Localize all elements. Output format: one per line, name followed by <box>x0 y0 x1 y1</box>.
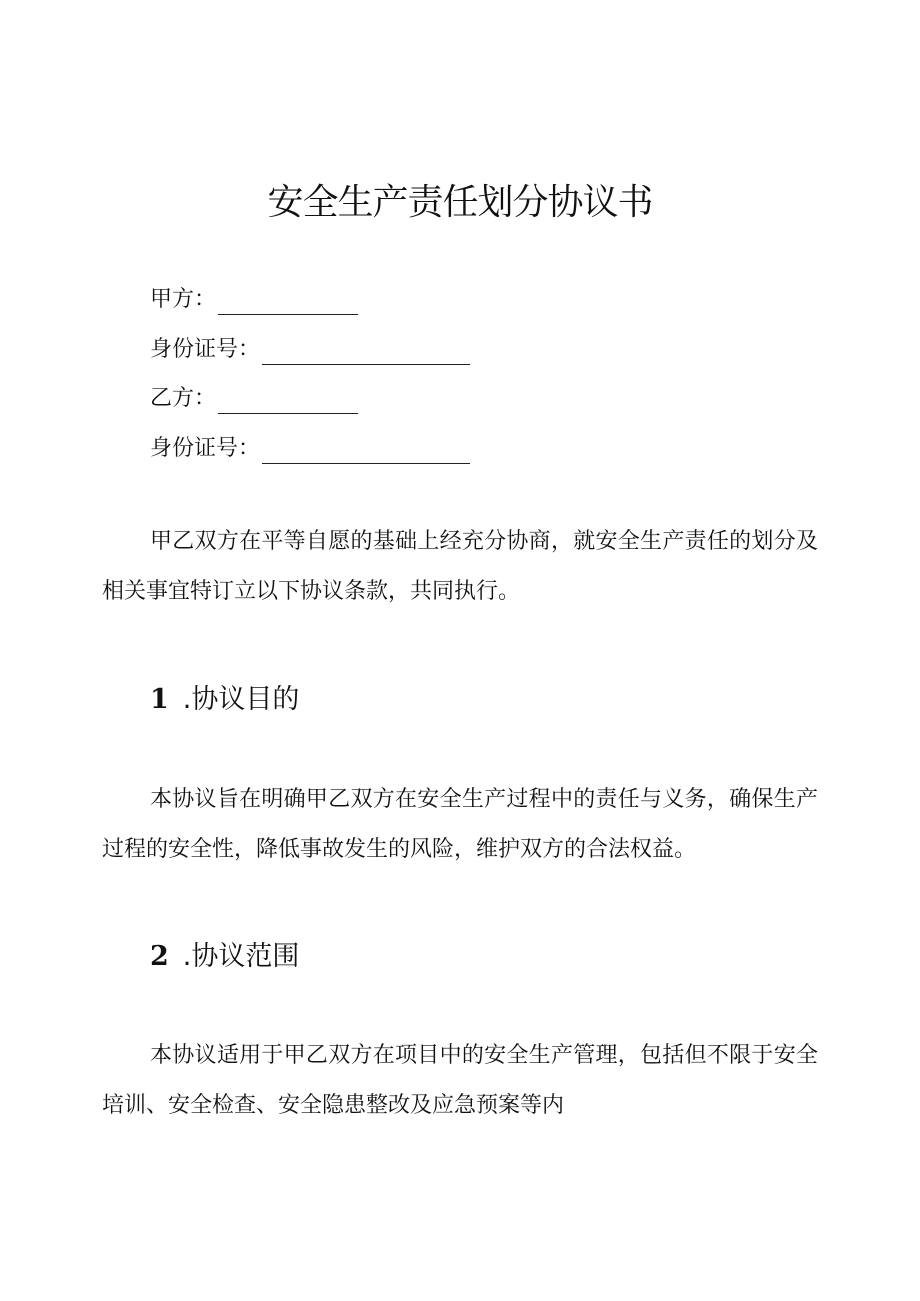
party-a-field <box>150 285 358 315</box>
section-body-purpose: 本协议旨在明确甲乙双方在安全生产过程中的责任与义务，确保生产过程的安全性，降低事故发生的风险，维护双方的合法权益。 <box>102 787 818 862</box>
party-b-id-field <box>150 434 470 464</box>
section-heading-text: .协议范围 <box>182 941 300 972</box>
section-heading-purpose <box>150 680 299 720</box>
party-b-id-blank-line <box>262 441 470 464</box>
party-a-id-label: 身份证号： <box>150 337 261 362</box>
section-body-scope: 本协议适用于甲乙双方在项目中的安全生产管理，包括但不限于安全培训、安全检查、安全隐患整改及应急预案等内 <box>102 1043 818 1118</box>
section-number: 2 <box>150 941 169 972</box>
party-a-id-field <box>150 335 470 365</box>
party-a-id-blank-line <box>262 342 470 365</box>
intro-paragraph: 甲乙双方在平等自愿的基础上经充分协商，就安全生产责任的划分及相关事宜特订立以下协议条款，共同执行。 <box>102 529 818 604</box>
section-heading-scope <box>150 937 299 977</box>
party-a-blank-line <box>218 292 358 315</box>
document-title: 安全生产责任划分协议书 <box>267 182 653 223</box>
section-heading-text: .协议目的 <box>182 684 300 715</box>
party-b-field <box>150 384 358 414</box>
party-b-blank-line <box>218 391 358 414</box>
party-b-id-label: 身份证号： <box>150 436 261 461</box>
section-number: 1 <box>150 684 169 715</box>
party-b-label: 乙方： <box>150 386 217 411</box>
party-a-label: 甲方： <box>150 287 217 312</box>
